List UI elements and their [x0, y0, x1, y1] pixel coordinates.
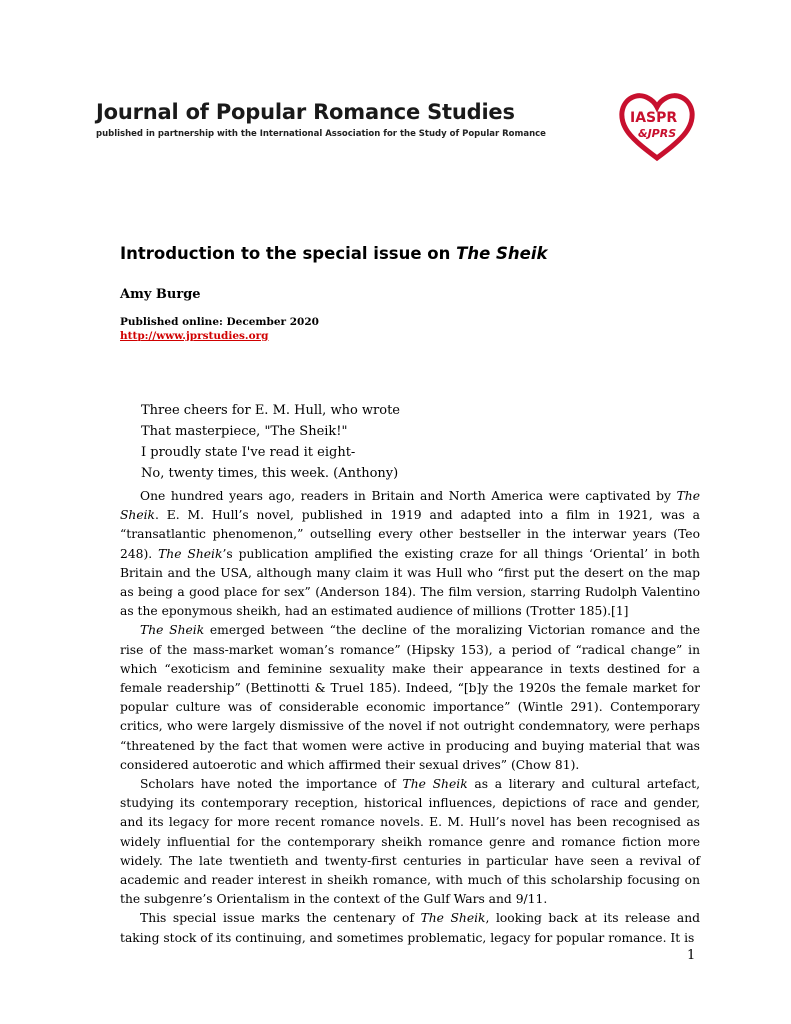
paragraph: This special issue marks the centenary of The Sheik, looking back at its release and taking stock of its continuing, and sometimes problematic, legacy for popular romance. It is — [120, 911, 700, 945]
epigraph-verse — [141, 400, 400, 484]
verse-line: Three cheers for E. M. Hull, who wrote — [141, 403, 400, 418]
logo-text-iaspr: IASPR — [630, 110, 678, 126]
iaspr-logo-icon — [616, 90, 698, 162]
paragraph: Scholars have noted the importance of The Sheik as a literary and cultural artefact, studying its contemporary reception, historical influences, depictions of race and gender, and its legacy for more recent romance novels. E. M. Hull’s novel has been recognised as widely influential for the contemporary sheikh romance genre and romance fiction more widely. The late twentieth and twenty-first centuries in particular have seen a revival of academic and reader interest in sheikh romance, with much of this scholarship focusing on the subgenre’s Orientalism in the context of the Gulf Wars and 9/11. — [120, 777, 700, 907]
verse-line: I proudly state I've read it eight- — [141, 445, 356, 460]
journal-title: Journal of Popular Romance Studies — [96, 100, 515, 124]
article-title-italic: The Sheik — [456, 244, 548, 263]
page-number: 1 — [687, 948, 696, 963]
logo-text-jprs: &JPRS — [638, 127, 677, 140]
article-body — [120, 487, 700, 948]
verse-line: No, twenty times, this week. (Anthony) — [141, 466, 399, 481]
author-name: Amy Burge — [120, 287, 201, 302]
journal-subtitle: published in partnership with the International Association for the Study of Popular Romance — [96, 129, 546, 139]
article-title — [120, 244, 547, 263]
paragraph: The Sheik emerged between “the decline of the moralizing Victorian romance and the rise of the mass-market woman’s romance” (Hipsky 153), a period of “radical change” in which “exoticism and feminine sexuality make their appearance in texts destined for a female readership” (Bettinotti & Truel 185). Indeed, “[b]y the 1920s the female market for popular culture was of considerable economic importance” (Wintle 291). Contemporary critics, who were largely dismissive of the novel if not outright condemnatory, were perhaps “threatened by the fact that women were active in producing and buying material that was considered autoerotic and which affirmed their sexual drives” (Chow 81). — [120, 623, 700, 772]
verse-line: That masterpiece, "The Sheik!" — [141, 424, 348, 439]
journal-url-link[interactable]: http://www.jprstudies.org — [120, 330, 269, 342]
paragraph: One hundred years ago, readers in Britain and North America were captivated by The Sheik. E. M. Hull’s novel, published in 1919 and adapted into a film in 1921, was a “transatlantic phenomenon,” outselling every other bestseller in the interwar years (Teo 248). The Sheik’s publication amplified the existing craze for all things ‘Oriental’ in both Britain and the USA, although many claim it was Hull who “first put the desert on the map as being a good place for sex” (Anderson 184). The film version, starring Rudolph Valentino as the eponymous sheikh, had an estimated audience of millions (Trotter 185).[1] — [120, 489, 700, 619]
article-title-prefix: Introduction to the special issue on — [120, 244, 457, 263]
publication-date: Published online: December 2020 — [120, 316, 319, 328]
